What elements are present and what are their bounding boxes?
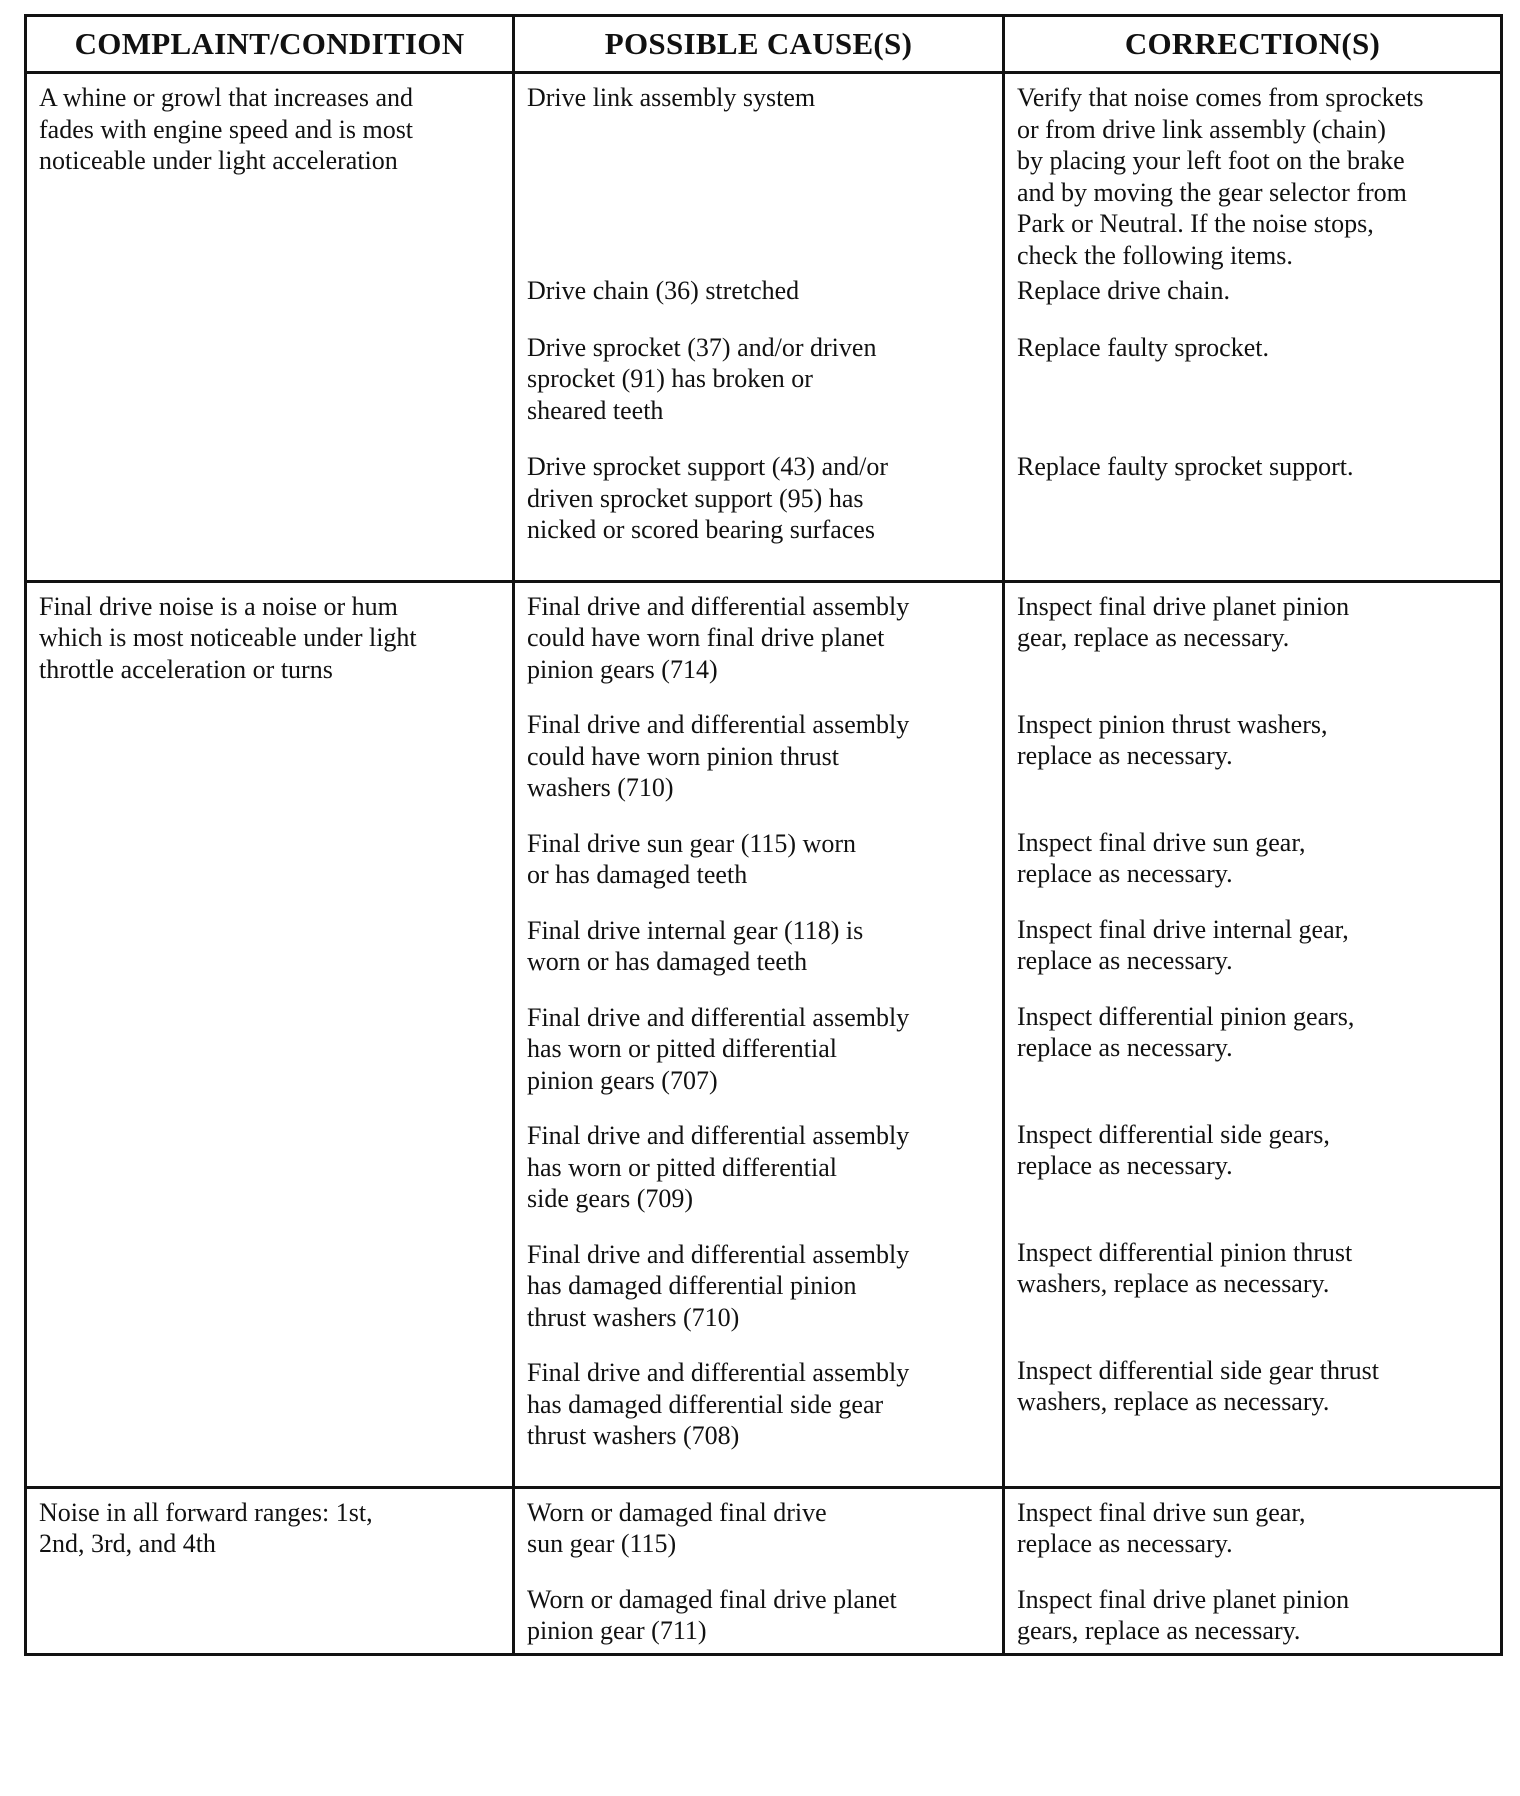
cause-text: Final drive and differential assembly has damaged differential side gear thrust washers (708) [527, 1358, 910, 1450]
correction-text: Replace faulty sprocket support. [1017, 451, 1354, 481]
cause-text: Worn or damaged final drive sun gear (115) [527, 1497, 827, 1558]
complaint-cell [26, 73, 514, 582]
correction-text: Inspect differential pinion thrust washers, replace as necessary. [1017, 1237, 1353, 1298]
cause-cell [514, 1487, 1004, 1654]
table-row [26, 1487, 1502, 1654]
cause-text: Drive chain (36) stretched [527, 276, 800, 305]
header-correction: CORRECTION(S) [1004, 16, 1502, 73]
cause-cell [514, 73, 1004, 582]
correction-text: Inspect differential side gears, replace as necessary. [1017, 1119, 1330, 1180]
cause-text: Final drive and differential assembly could have worn final drive planet pinion gears (714) [527, 591, 910, 684]
correction-text: Replace faulty sprocket. [1017, 332, 1269, 362]
troubleshooting-table [24, 14, 1503, 1656]
cause-cell [514, 581, 1004, 1487]
cause-text: Drive sprocket support (43) and/or driven sprocket support (95) has nicked or scored bearing surfaces [527, 452, 889, 544]
correction-text: Inspect final drive internal gear, replace as necessary. [1017, 914, 1349, 975]
correction-text: Inspect differential side gear thrust washers, replace as necessary. [1017, 1355, 1379, 1416]
cause-text: Final drive sun gear (115) worn or has damaged teeth [527, 828, 857, 889]
correction-text: Inspect final drive planet pinion gear, replace as necessary. [1017, 591, 1350, 652]
correction-text: Inspect final drive sun gear, replace as necessary. [1017, 827, 1306, 888]
cause-text: Drive link assembly system [527, 83, 816, 112]
correction-text: Inspect pinion thrust washers, replace as necessary. [1017, 709, 1328, 770]
correction-text: Replace drive chain. [1017, 276, 1230, 305]
correction-text: Inspect final drive planet pinion gears, replace as necessary. [1017, 1584, 1350, 1645]
header-cause: POSSIBLE CAUSE(S) [514, 16, 1004, 73]
header-row [26, 16, 1502, 73]
header-complaint: COMPLAINT/CONDITION [26, 16, 514, 73]
table-row [26, 73, 1502, 582]
cause-text: Final drive and differential assembly has damaged differential pinion thrust washers (710) [527, 1239, 910, 1332]
cause-text: Final drive and differential assembly has worn or pitted differential pinion gears (707) [527, 1002, 910, 1095]
table-row [26, 581, 1502, 1487]
complaint-text: Final drive noise is a noise or hum which is most noticeable under light throttle acceleration or turns [39, 591, 417, 684]
complaint-text: Noise in all forward ranges: 1st, 2nd, 3rd, and 4th [39, 1497, 373, 1558]
correction-text: Inspect final drive sun gear, replace as necessary. [1017, 1497, 1306, 1558]
complaint-cell [26, 581, 514, 1487]
correction-cell [1004, 1487, 1502, 1654]
cause-text: Final drive and differential assembly has worn or pitted differential side gears (709) [527, 1121, 910, 1213]
correction-text: Verify that noise comes from sprockets or from drive link assembly (chain) by placing your left foot on the brake and by moving the gear selector from Park or Neutral. If the noise stops, check the following items. [1017, 83, 1424, 270]
cause-text: Worn or damaged final drive planet pinion gear (711) [527, 1584, 897, 1645]
cause-text: Final drive internal gear (118) is worn or has damaged teeth [527, 915, 864, 976]
cause-text: Drive sprocket (37) and/or driven sprocket (91) has broken or sheared teeth [527, 332, 877, 425]
complaint-text: A whine or growl that increases and fades with engine speed and is most noticeable under light acceleration [39, 83, 414, 175]
troubleshooting-page [24, 14, 1500, 1656]
complaint-cell [26, 1487, 514, 1654]
cause-text: Final drive and differential assembly could have worn pinion thrust washers (710) [527, 710, 910, 802]
correction-cell [1004, 581, 1502, 1487]
correction-cell [1004, 73, 1502, 582]
correction-text: Inspect differential pinion gears, replace as necessary. [1017, 1001, 1355, 1062]
